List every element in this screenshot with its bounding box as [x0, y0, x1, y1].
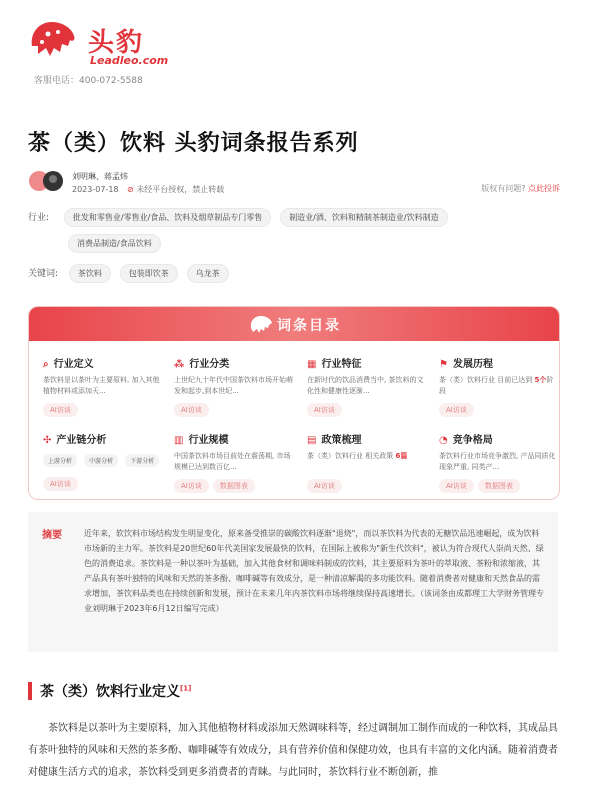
- definition-paragraph: 茶饮料是以茶叶为主要原料，加入其他植物材料或添加天然调味料等，经过调制加工制作而成的一种饮料，其成品具有茶叶独特的风味和天然的茶多酚、咖啡碱等有效成分，具有营养价值和保健功效，也具有丰富的文化内涵。随着消费者对健康生活方式的追求，茶饮料受到更多消费者的青睐。与此同时，茶饮料行业不断创新，推: [28, 723, 558, 778]
- industry-label: 行业:: [28, 213, 50, 223]
- section-bar: [28, 682, 32, 700]
- catalog-item-policy[interactable]: ▤ 政策梳理 茶（类）饮料行业 相关政策 6篇 AI访谈: [307, 431, 427, 493]
- data-chart-pill[interactable]: 数据图表: [478, 479, 520, 493]
- industry-tag[interactable]: 消费品制造/食品饮料: [68, 234, 161, 253]
- keyword-tag[interactable]: 乌龙茶: [187, 264, 229, 283]
- catalog-header: [29, 307, 559, 341]
- author-names[interactable]: 刘明琳、蒋孟炜: [72, 172, 128, 181]
- grid-icon: ▦: [307, 359, 317, 370]
- brand-site: Leadleo.com: [90, 54, 169, 67]
- catalog-item-definition[interactable]: ⌕ 行业定义 茶饮料是以茶叶为主要原料, 加入其他植物材料或添加天... AI访谈: [43, 355, 163, 417]
- leopard-logo-icon: [28, 16, 78, 60]
- report-question: 版权有问题?: [481, 184, 526, 193]
- keyword-row: [28, 264, 235, 283]
- catalog-item-history[interactable]: ⚑ 发展历程 茶（类）饮料行业 目前已达到 5个阶段 AI访谈: [439, 355, 559, 417]
- industry-row-2: [68, 234, 167, 253]
- abstract-label: 摘要: [42, 530, 62, 541]
- industry-tag[interactable]: 批发和零售业/零售业/食品、饮料及烟草制品专门零售: [64, 208, 271, 227]
- midstream-chip[interactable]: 中游分析: [84, 454, 118, 467]
- keyword-label: 关键词:: [28, 269, 59, 279]
- section-title: 茶（类）饮料行业定义: [40, 684, 180, 700]
- publish-date: 2023-07-18: [72, 185, 119, 194]
- catalog-title: 词条目录: [277, 318, 341, 334]
- report-area: [481, 183, 560, 194]
- no-copy-icon: ⊘: [127, 185, 134, 194]
- downstream-chip[interactable]: 下游分析: [125, 454, 159, 467]
- publish-meta: [72, 184, 224, 195]
- industry-row: [28, 208, 454, 227]
- copyright-note: 未经平台授权，禁止转载: [136, 185, 225, 194]
- brand-name: 头豹: [88, 28, 145, 58]
- magnifier-icon: ⌕: [43, 359, 49, 370]
- ai-interview-pill[interactable]: AI访谈: [43, 403, 78, 417]
- abstract-text: 近年来，软饮料市场结构发生明显变化，原来备受推崇的碳酸饮料逐渐"退烧"，而以茶饮料为代表的无糖饮品迅速崛起，成为饮料市场新的主力军。茶饮料是20世纪60年代美国家发展最快的饮料，在国际上被称为"新生代饮料"，被认为符合现代人崇尚天然、绿色的消费追求。茶饮料是一种以茶叶为基础，加入其他食材和调味料制成的饮料，其主要原料为茶叶的萃取液、茶粉和浓缩液，其产品具有茶叶独特的风味和天然的茶多酚、咖啡碱等有效成分，是一种清凉解渴的多功能饮料。随着消费者对健康和天然食品的需求增加，茶饮料品类也在持续创新和发展，预计在未来几年内茶饮料市场将继续保持高速增长。（该词条由成都理工大学财务管理专业刘明琳于2023年6月12日编写完成）: [84, 529, 544, 613]
- citation-ref[interactable]: [1]: [180, 684, 192, 693]
- keyword-tag[interactable]: 茶饮料: [69, 264, 111, 283]
- ai-interview-pill[interactable]: AI访谈: [307, 479, 342, 493]
- hierarchy-icon: ⁂: [174, 359, 185, 370]
- pie-chart-icon: ◔: [439, 435, 448, 446]
- timeline-icon: ⚑: [439, 359, 448, 370]
- ai-interview-pill[interactable]: AI访谈: [439, 403, 474, 417]
- report-link[interactable]: 点此投诉: [528, 184, 560, 193]
- catalog-panel: [28, 306, 560, 500]
- data-chart-pill[interactable]: 数据图表: [213, 479, 255, 493]
- document-icon: ▤: [307, 435, 317, 446]
- author-avatar: [28, 170, 64, 192]
- chain-icon: ✣: [43, 435, 52, 446]
- catalog-item-chain[interactable]: ✣ 产业链分析 上游分析 中游分析 下游分析 AI访谈: [43, 431, 163, 491]
- bar-chart-icon: ▥: [174, 435, 184, 446]
- catalog-item-competition[interactable]: ◔ 竞争格局 茶饮料行业市场竞争激烈, 产品同质化现象严重, 同类产... AI访谈 数据图表: [439, 431, 559, 493]
- industry-tag[interactable]: 制造业/酒、饮料和精制茶制造业/饮料制造: [280, 208, 447, 227]
- catalog-item-features[interactable]: ▦ 行业特征 在新时代的饮品消费当中, 茶饮料的文化性和健康性逐渐... AI访谈: [307, 355, 427, 417]
- abstract-box: [28, 512, 558, 652]
- leopard-logo-icon: [249, 313, 273, 335]
- page-title: 茶（类）饮料 头豹词条报告系列: [28, 131, 359, 156]
- service-phone: 客服电话：400-072-5588: [34, 76, 143, 86]
- ai-interview-pill[interactable]: AI访谈: [174, 403, 209, 417]
- ai-interview-pill[interactable]: AI访谈: [439, 479, 474, 493]
- ai-interview-pill[interactable]: AI访谈: [43, 477, 78, 491]
- keyword-tag[interactable]: 包装即饮茶: [120, 264, 178, 283]
- catalog-item-classification[interactable]: ⁂ 行业分类 上世纪九十年代中国茶饮料市场开始萌发和起步,到本世纪... AI访谈: [174, 355, 294, 417]
- upstream-chip[interactable]: 上游分析: [43, 454, 77, 467]
- catalog-item-scale[interactable]: ▥ 行业规模 中国茶饮料市场目前处在震荡期, 市场规模已达到数百亿... AI访谈 数据图表: [174, 431, 294, 493]
- ai-interview-pill[interactable]: AI访谈: [307, 403, 342, 417]
- ai-interview-pill[interactable]: AI访谈: [174, 479, 209, 493]
